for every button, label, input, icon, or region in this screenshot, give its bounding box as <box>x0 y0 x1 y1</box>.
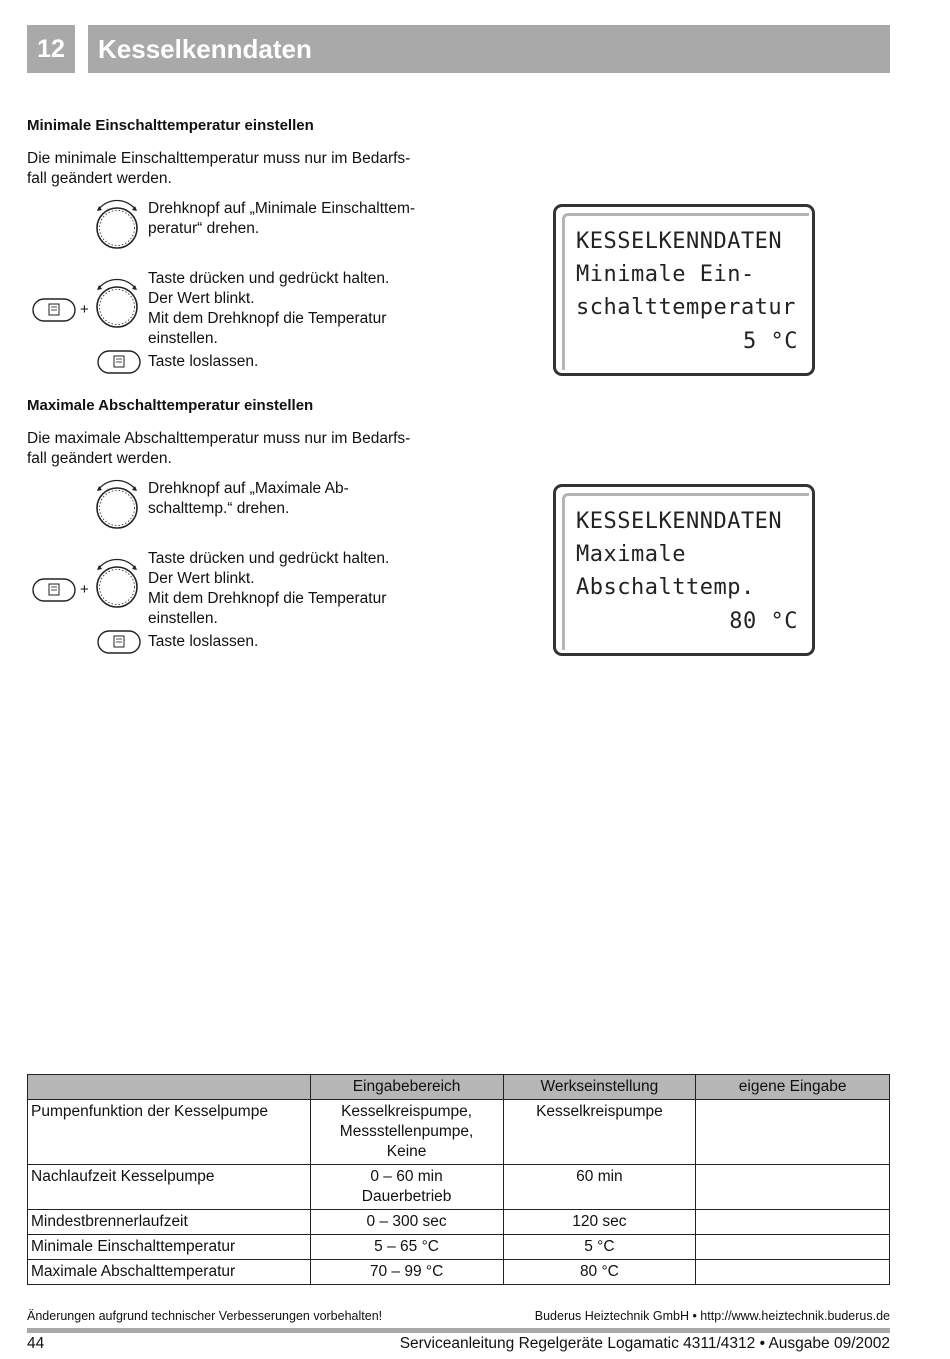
step1-max <box>148 479 448 519</box>
intro-max-line: fall geändert werden. <box>27 450 172 467</box>
section-heading-max: Maximale Abschalttemperatur einstellen <box>27 397 314 414</box>
table-row <box>28 1100 890 1165</box>
row-own-input[interactable] <box>696 1165 890 1210</box>
step-line: Der Wert blinkt. <box>148 570 255 587</box>
range-line: Dauerbetrieb <box>361 1188 452 1205</box>
page-number: 44 <box>27 1335 45 1352</box>
intro-min-line: Die minimale Einschalttemperatur muss nur im Bedarfs- <box>27 150 411 167</box>
row-own-input[interactable] <box>696 1235 890 1260</box>
range-line: 0 – 60 min <box>370 1168 443 1185</box>
row-label: Mindestbrennerlaufzeit <box>28 1210 311 1235</box>
range-line: Keine <box>386 1143 427 1160</box>
plus-sign: + <box>80 301 89 318</box>
step1-min <box>148 199 448 239</box>
table-header-cell: eigene Eingabe <box>696 1075 890 1100</box>
row-own-input[interactable] <box>696 1100 890 1165</box>
step-line: schalttemp.“ drehen. <box>148 500 290 517</box>
lcd-display-max <box>553 484 815 656</box>
row-label: Nachlaufzeit Kesselpumpe <box>28 1165 311 1210</box>
lcd-line: Minimale Ein- <box>576 262 755 287</box>
lcd-line: KESSELKENNDATEN <box>576 229 783 254</box>
row-range <box>310 1165 503 1210</box>
key-button-icon <box>32 578 76 602</box>
table-row <box>28 1165 890 1210</box>
chapter-title: Kesselkenndaten <box>88 25 890 73</box>
table-row <box>28 1260 890 1285</box>
rotary-knob-icon <box>94 477 140 529</box>
rotary-knob-icon <box>94 197 140 249</box>
table-header-cell <box>28 1075 311 1100</box>
plus-sign: + <box>80 581 89 598</box>
table-header-cell: Eingabebereich <box>310 1075 503 1100</box>
step-line: Mit dem Drehknopf die Temperatur <box>148 310 387 327</box>
key-button-icon <box>32 298 76 322</box>
step-line: Drehknopf auf „Minimale Einschalttem- <box>148 200 416 217</box>
step-line: Taste drücken und gedrückt halten. <box>148 550 390 567</box>
table-header-cell: Werkseinstellung <box>503 1075 696 1100</box>
range-line: 0 – 300 sec <box>366 1213 447 1230</box>
chapter-number: 12 <box>27 25 75 73</box>
row-range <box>310 1260 503 1285</box>
row-range <box>310 1235 503 1260</box>
table-row <box>28 1210 890 1235</box>
row-default: 80 °C <box>503 1260 696 1285</box>
lcd-line: schalttemperatur <box>576 295 796 320</box>
step-line: Mit dem Drehknopf die Temperatur <box>148 590 387 607</box>
row-own-input[interactable] <box>696 1210 890 1235</box>
settings-table <box>27 1074 890 1285</box>
row-default: Kesselkreispumpe <box>503 1100 696 1165</box>
intro-min <box>27 149 447 189</box>
range-line: 70 – 99 °C <box>369 1263 444 1280</box>
step3-min: Taste loslassen. <box>148 353 259 370</box>
row-own-input[interactable] <box>696 1260 890 1285</box>
footer-disclaimer: Änderungen aufgrund technischer Verbesserungen vorbehalten! <box>27 1309 383 1323</box>
lcd-line: KESSELKENNDATEN <box>576 509 783 534</box>
lcd-line: Maximale <box>576 542 686 567</box>
step-line: einstellen. <box>148 610 218 627</box>
lcd-line: Abschalttemp. <box>576 575 755 600</box>
key-button-icon <box>97 350 141 374</box>
step3-max: Taste loslassen. <box>148 633 259 650</box>
step2-min <box>148 269 448 349</box>
row-default: 60 min <box>503 1165 696 1210</box>
row-default: 120 sec <box>503 1210 696 1235</box>
intro-max <box>27 429 447 469</box>
range-line: Kesselkreispumpe, <box>341 1103 473 1120</box>
row-label: Maximale Abschalttemperatur <box>28 1260 311 1285</box>
table-row <box>28 1235 890 1260</box>
section-heading-min: Minimale Einschalttemperatur einstellen <box>27 117 314 134</box>
row-range <box>310 1100 503 1165</box>
step-line: Der Wert blinkt. <box>148 290 255 307</box>
step-line: einstellen. <box>148 330 218 347</box>
rotary-knob-icon <box>94 556 140 608</box>
range-line: Messstellenpumpe, <box>339 1123 474 1140</box>
lcd-display-min <box>553 204 815 376</box>
intro-min-line: fall geändert werden. <box>27 170 172 187</box>
key-button-icon <box>97 630 141 654</box>
step-line: peratur“ drehen. <box>148 220 260 237</box>
footer-divider <box>27 1328 890 1333</box>
intro-max-line: Die maximale Abschalttemperatur muss nur im Bedarfs- <box>27 430 411 447</box>
lcd-value: 5 °C <box>743 329 798 354</box>
range-line: 5 – 65 °C <box>374 1238 439 1255</box>
step2-max <box>148 549 448 629</box>
row-default: 5 °C <box>503 1235 696 1260</box>
row-range <box>310 1210 503 1235</box>
row-label: Pumpenfunktion der Kesselpumpe <box>28 1100 311 1165</box>
step-line: Taste drücken und gedrückt halten. <box>148 270 390 287</box>
rotary-knob-icon <box>94 276 140 328</box>
row-label: Minimale Einschalttemperatur <box>28 1235 311 1260</box>
table-header-row <box>28 1075 890 1100</box>
step-line: Drehknopf auf „Maximale Ab- <box>148 480 349 497</box>
footer-company: Buderus Heiztechnik GmbH • http://www.heiztechnik.buderus.de <box>534 1309 890 1323</box>
document-title: Serviceanleitung Regelgeräte Logamatic 4311/4312 • Ausgabe 09/2002 <box>399 1335 890 1352</box>
lcd-value: 80 °C <box>729 609 798 634</box>
